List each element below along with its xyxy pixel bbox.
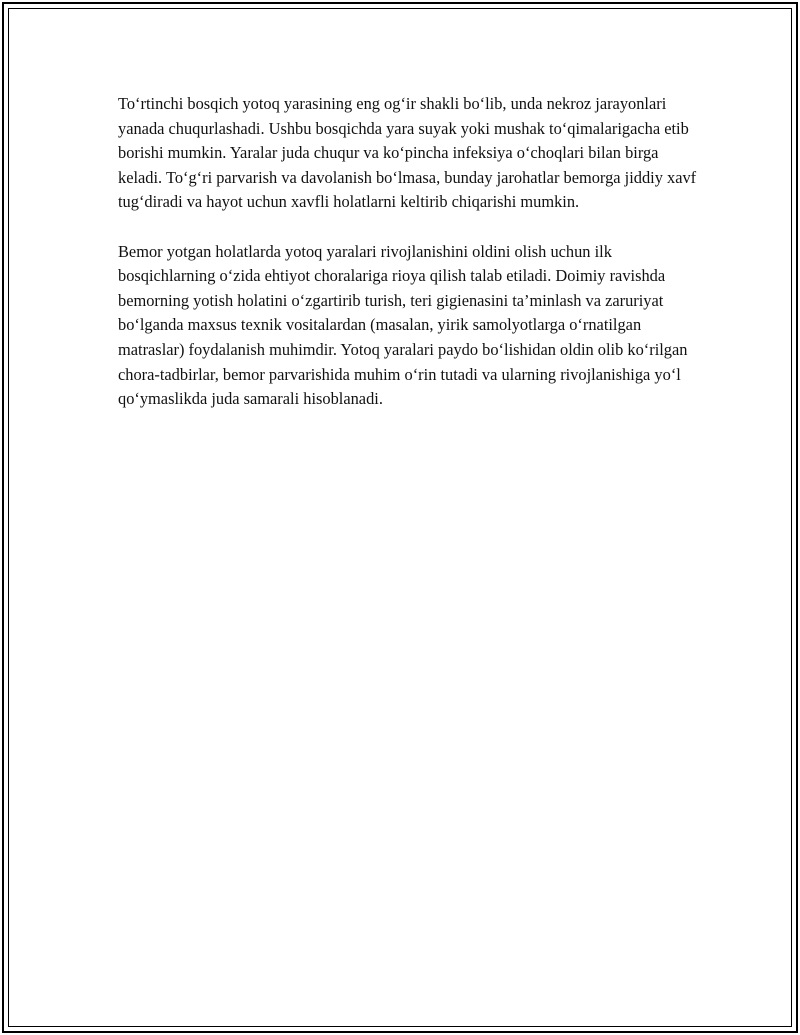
paragraph-2: Bemor yotgan holatlarda yotoq yaralari rivojlanishini oldini olish uchun ilk bosqichlarning o‘zida ehtiyot choralariga rioya qilish talab etiladi. Doimiy ravishda bemorning yotish holatini o‘zgartirib turish, teri gigienasini ta’minlash va zaruriyat bo‘lganda maxsus texnik vositalardan (masalan, yirik samolyotlarga o‘rnatilgan matraslar) foydalanish muhimdir. Yotoq yaralari paydo bo‘lishidan oldin olib ko‘rilgan chora-tadbirlar, bemor parvarishida muhim o‘rin tutadi va ularning rivojlanishiga yo‘l qo‘ymaslikda juda samarali hisoblanadi.	[118, 241, 688, 409]
paragraph-1: To‘rtinchi bosqich yotoq yarasining eng og‘ir shakli bo‘lib, unda nekroz jarayonlari yanada chuqurlashadi. Ushbu bosqichda yara suyak yoki mushak to‘qimalarigacha etib borishi mumkin. Yaralar juda chuqur va ko‘pincha infeksiya o‘choqlari bilan birga keladi. To‘g‘ri parvarish va davolanish bo‘lmasa, bunday jarohatlar bemorga jiddiy xavf tug‘diradi va hayot uchun xavfli holatlarni keltirib chiqarishi mumkin.	[118, 94, 697, 212]
document-body	[118, 92, 698, 436]
